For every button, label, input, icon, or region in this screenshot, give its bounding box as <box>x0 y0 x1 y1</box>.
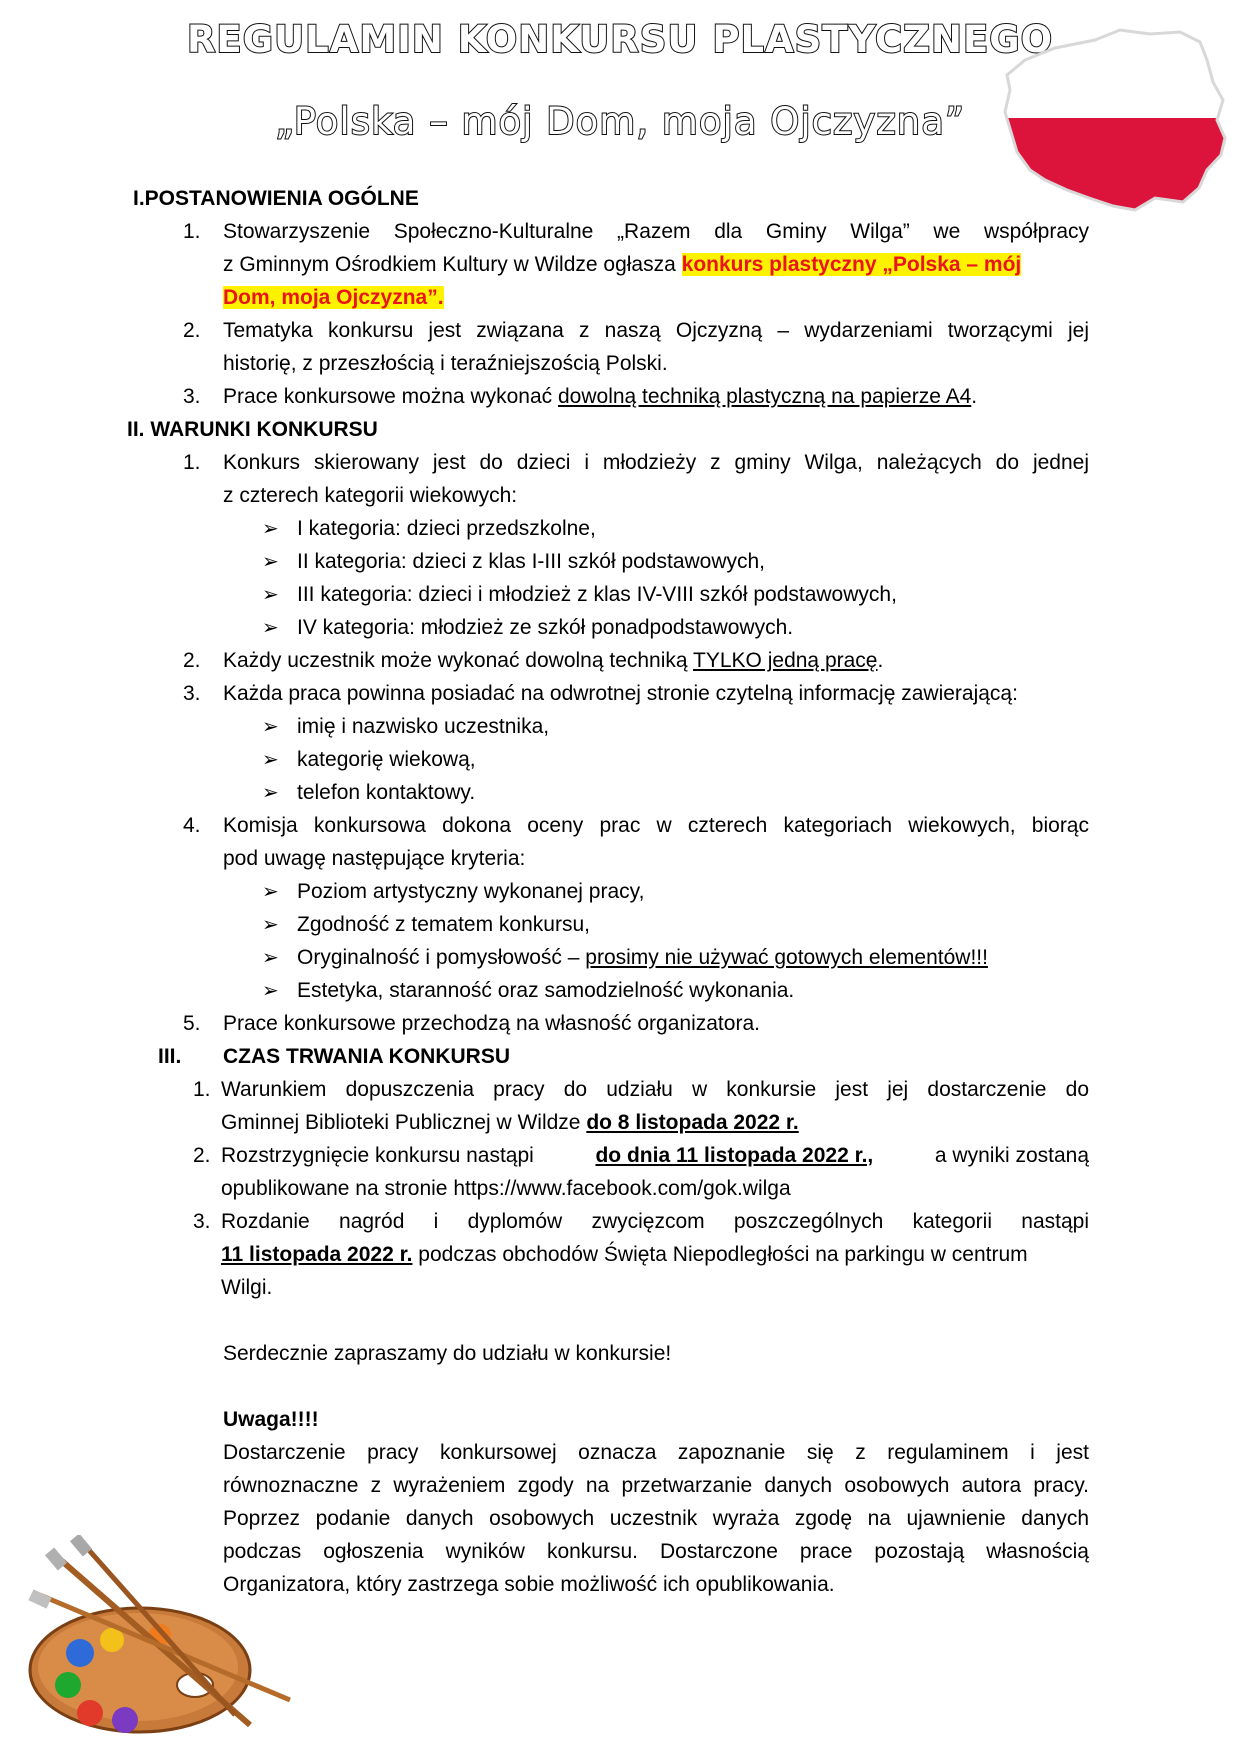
highlighted-contest-name-end: Dom, moja Ojczyzna”. <box>223 286 444 309</box>
section-2-item-2 <box>223 647 883 675</box>
list-number: 1. <box>183 220 201 243</box>
poland-flag-map-icon <box>985 20 1235 225</box>
section-3-item-3-line-2 <box>221 1241 1028 1269</box>
text: z Gminnym Ośrodkiem Kultury w Wildze ogłasza <box>223 253 682 276</box>
section-2-item-4-line-1: Komisja konkursowa dokona oceny prac w czterech kategoriach wiekowych, biorąc <box>223 814 1089 837</box>
section-3-item-2-line-2: opublikowane na stronie https://www.facebook.com/gok.wilga <box>221 1177 791 1200</box>
section-3-item-2-line-1 <box>221 1142 1089 1170</box>
deadline-date: do 8 listopada 2022 r. <box>586 1111 799 1134</box>
category-item: I kategoria: dzieci przedszkolne, <box>297 517 596 540</box>
list-number: 3. <box>183 682 201 705</box>
section-2-item-5: Prace konkursowe przechodzą na własność organizatora. <box>223 1012 760 1035</box>
criteria-item: Estetyka, staranność oraz samodzielność wykonania. <box>297 979 795 1002</box>
page-subtitle: „Polska – mój Dom, moja Ojczyzna” <box>274 100 966 143</box>
bullet-arrow-icon: ➢ <box>262 617 279 639</box>
section-2-item-4-line-2: pod uwagę następujące kryteria: <box>223 847 526 870</box>
section-2-heading: II. WARUNKI KONKURSU <box>127 418 378 441</box>
section-1-item-2-line-1: Tematyka konkursu jest związana z naszą Ojczyzną – wydarzeniami tworzącymi jej <box>223 319 1089 342</box>
list-number: 2. <box>183 319 201 342</box>
text: Rozstrzygnięcie konkursu nastąpi <box>221 1144 534 1167</box>
section-3-item-1-line-1: Warunkiem dopuszczenia pracy do udziału w konkursie jest jej dostarczenie do <box>221 1078 1089 1101</box>
text: Prace konkursowe można wykonać <box>223 385 558 408</box>
page-title: REGULAMIN KONKURSU PLASTYCZNEGO <box>186 18 1054 61</box>
info-item: kategorię wiekową, <box>297 748 476 771</box>
criteria-item <box>297 944 988 972</box>
bullet-arrow-icon: ➢ <box>262 914 279 936</box>
text: Oryginalność i pomysłowość – <box>297 946 586 969</box>
underlined-one-work: TYLKO jedną pracę <box>693 649 878 672</box>
section-3-heading: CZAS TRWANIA KONKURSU <box>223 1045 510 1068</box>
bullet-arrow-icon: ➢ <box>262 551 279 573</box>
award-date: 11 listopada 2022 r. <box>221 1243 413 1266</box>
note-line: równoznaczne z wyrażeniem zgody na przetwarzanie danych osobowych autora pracy. <box>223 1474 1089 1497</box>
section-3-item-3-line-3: Wilgi. <box>221 1276 273 1299</box>
category-item: IV kategoria: młodzież ze szkół ponadpodstawowych. <box>297 616 794 639</box>
category-item: II kategoria: dzieci z klas I-III szkół podstawowych, <box>297 550 766 573</box>
bullet-arrow-icon: ➢ <box>262 980 279 1002</box>
results-date: do dnia 11 listopada 2022 r., <box>595 1144 874 1167</box>
bullet-arrow-icon: ➢ <box>262 716 279 738</box>
underlined-technique: dowolną techniką plastyczną na papierze A4 <box>558 385 972 408</box>
note-line: Poprzez podanie danych osobowych uczestnik wyraża zgodę na ujawnienie danych <box>223 1507 1089 1530</box>
info-item: telefon kontaktowy. <box>297 781 476 804</box>
section-1-item-3 <box>223 383 977 411</box>
note-heading: Uwaga!!!! <box>223 1408 319 1431</box>
underlined-warning: prosimy nie używać gotowych elementów!!! <box>585 946 988 969</box>
section-3-item-3-line-1: Rozdanie nagród i dyplomów zwycięzcom poszczególnych kategorii nastąpi <box>221 1210 1089 1233</box>
section-1-item-1-line-1: Stowarzyszenie Społeczno-Kulturalne „Razem dla Gminy Wilga” we współpracy <box>223 220 1089 243</box>
category-item: III kategoria: dzieci i młodzież z klas IV-VIII szkół podstawowych, <box>297 583 897 606</box>
text: . <box>877 649 884 672</box>
bullet-arrow-icon: ➢ <box>262 584 279 606</box>
text: . <box>971 385 978 408</box>
section-3-item-1-line-2 <box>221 1109 799 1137</box>
list-number: 5. <box>183 1012 201 1035</box>
list-number: 1. <box>183 451 201 474</box>
bullet-arrow-icon: ➢ <box>262 782 279 804</box>
list-number: 1. <box>193 1078 211 1101</box>
bullet-arrow-icon: ➢ <box>262 749 279 771</box>
section-2-item-3: Każda praca powinna posiadać na odwrotnej stronie czytelną informację zawierającą: <box>223 682 1018 705</box>
bullet-arrow-icon: ➢ <box>262 518 279 540</box>
list-number: 4. <box>183 814 201 837</box>
note-line: Dostarczenie pracy konkursowej oznacza zapoznanie się z regulaminem i jest <box>223 1441 1089 1464</box>
text: podczas obchodów Święta Niepodległości na parkingu w centrum <box>412 1243 1028 1266</box>
section-1-item-2-line-2: historię, z przeszłością i teraźniejszością Polski. <box>223 352 668 375</box>
bullet-arrow-icon: ➢ <box>262 881 279 903</box>
list-number: 2. <box>193 1144 211 1167</box>
text: Każdy uczestnik może wykonać dowolną techniką <box>223 649 694 672</box>
section-2-item-1-line-1: Konkurs skierowany jest do dzieci i młodzieży z gminy Wilga, należących do jednej <box>223 451 1089 474</box>
highlighted-contest-name: konkurs plastyczny „Polska – mój <box>681 253 1022 276</box>
section-1-heading: I.POSTANOWIENIA OGÓLNE <box>133 187 419 210</box>
bullet-arrow-icon: ➢ <box>262 947 279 969</box>
list-number: 3. <box>183 385 201 408</box>
section-2-item-1-line-2: z czterech kategorii wiekowych: <box>223 484 518 507</box>
list-number: 2. <box>183 649 201 672</box>
note-line: podczas ogłoszenia wyników konkursu. Dostarczone prace pozostają własnością <box>223 1540 1089 1563</box>
text: Gminnej Biblioteki Publicznej w Wildze <box>221 1111 587 1134</box>
note-line: Organizatora, który zastrzega sobie możliwość ich opublikowania. <box>223 1573 835 1596</box>
invitation-text: Serdecznie zapraszamy do udziału w konkursie! <box>223 1342 672 1365</box>
section-1-item-1-line-3 <box>223 284 444 312</box>
list-number: 3. <box>193 1210 211 1233</box>
info-item: imię i nazwisko uczestnika, <box>297 715 550 738</box>
section-3-roman: III. <box>158 1045 182 1068</box>
criteria-item: Poziom artystyczny wykonanej pracy, <box>297 880 645 903</box>
text: a wyniki zostaną <box>934 1144 1089 1167</box>
criteria-item: Zgodność z tematem konkursu, <box>297 913 590 936</box>
section-1-item-1-line-2 <box>223 251 1089 279</box>
